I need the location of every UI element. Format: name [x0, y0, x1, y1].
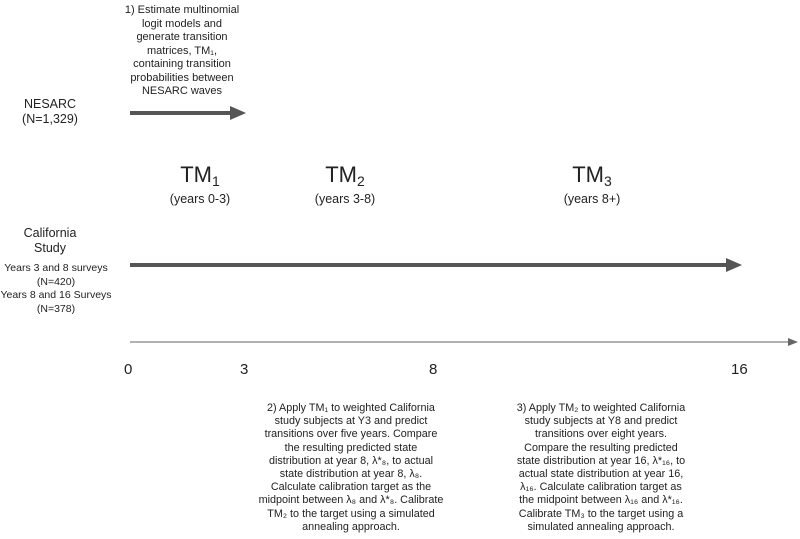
- tm2-years: (years 3-8): [314, 192, 376, 206]
- nesarc-n: (N=1,329): [22, 112, 78, 126]
- california-label: [10, 226, 90, 256]
- tm1-base: TM: [180, 162, 212, 187]
- step3-line: Calibrate TM₃ to the target using a: [518, 507, 684, 520]
- timeline-axis: [130, 338, 798, 346]
- nesarc-name: NESARC: [23, 97, 77, 111]
- tm1-label: [160, 162, 240, 188]
- nesarc-label: [20, 97, 80, 127]
- step3-line: the midpoint between λ₁₆ and λ*₁₆.: [519, 494, 683, 507]
- step1-line: NESARC waves: [141, 85, 223, 97]
- step2-line: state distribution at year 8, λ₈.: [279, 468, 423, 481]
- tick-0: 0: [124, 361, 133, 378]
- step2-line: distribution at year 8, λ*₈, to actual: [268, 454, 434, 467]
- step2-line: Calculate calibration target as the: [270, 481, 432, 494]
- step3-line: actual state distribution at year 16,: [518, 468, 684, 481]
- step3-line: λ₁₆. Calculate calibration target as: [520, 481, 682, 494]
- step3-description: [492, 402, 710, 534]
- california-name-line1: California: [23, 226, 77, 240]
- surveys-3-8: Years 3 and 8 surveys: [4, 262, 108, 274]
- tm3-years: (years 8+): [563, 192, 621, 206]
- tm1-subscript: 1: [211, 173, 220, 189]
- tick-3: 3: [240, 361, 249, 378]
- step2-line: 2) Apply TM₁ to weighted California: [267, 402, 435, 414]
- tick-16: 16: [731, 361, 748, 378]
- step3-line: transitions over eight years.: [534, 428, 668, 441]
- step2-line: study subjects at Y3 and predict: [274, 415, 428, 428]
- surveys-8-16: Years 8 and 16 Surveys: [0, 289, 112, 301]
- step1-description: [112, 4, 252, 99]
- step2-line: the resulting predicted state: [284, 441, 418, 454]
- step3-line: study subjects at Y8 and predict: [524, 415, 678, 428]
- step2-description: [242, 402, 460, 534]
- step1-line: matrices, TM₁,: [146, 44, 218, 57]
- surveys-3-8-n: (N=420): [36, 275, 76, 288]
- tick-8: 8: [429, 361, 438, 378]
- tm1-years: (years 0-3): [169, 192, 231, 206]
- tm2-label: [305, 162, 385, 188]
- california-arrow: [130, 258, 742, 272]
- step1-line: 1) Estimate multinomial: [124, 4, 240, 16]
- california-surveys: [0, 262, 112, 316]
- step1-line: generate transition: [136, 31, 228, 43]
- tm3-base: TM: [572, 162, 604, 187]
- tm3-label: [552, 162, 632, 188]
- tm2-base: TM: [325, 162, 357, 187]
- california-name-line2: Study: [34, 241, 66, 255]
- surveys-8-16-n: (N=378): [36, 302, 76, 315]
- step3-line: Compare the resulting predicted: [524, 441, 678, 454]
- nesarc-arrow: [130, 106, 246, 120]
- tm2-subscript: 2: [356, 173, 365, 189]
- step1-line: probabilities between: [130, 71, 234, 84]
- step2-line: TM₂ to the target using a simulated: [267, 507, 435, 520]
- step2-line: midpoint between λ₈ and λ*₈. Calibrate: [258, 494, 444, 507]
- tm3-subscript: 3: [603, 173, 612, 189]
- step3-line: simulated annealing approach.: [527, 520, 675, 533]
- step1-line: containing transition: [133, 58, 231, 70]
- step3-line: state distribution at year 16, λ*₁₆, to: [516, 454, 686, 467]
- step2-line: transitions over five years. Compare: [264, 428, 438, 441]
- step3-line: 3) Apply TM₂ to weighted California: [516, 402, 686, 414]
- step1-line: logit models and: [141, 17, 223, 30]
- step2-line: annealing approach.: [302, 520, 400, 533]
